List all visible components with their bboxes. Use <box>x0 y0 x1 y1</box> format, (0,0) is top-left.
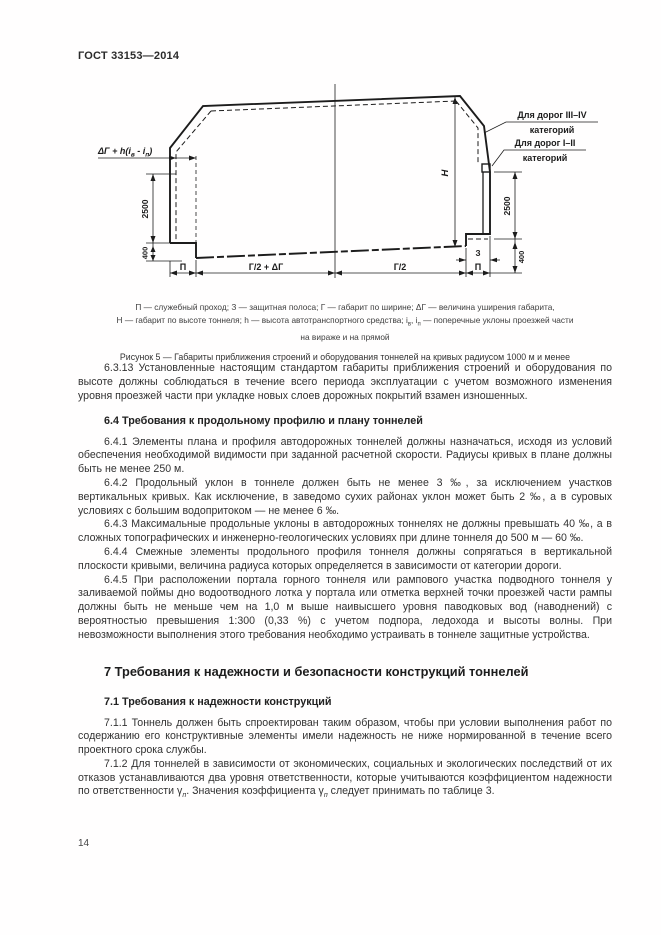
widening-dim-label: $\Delta Г + h(i_в - i_п)$ <box>98 146 153 159</box>
legend-line-1: П — служебный проход; З — защитная полоса; Г — габарит по ширине; ΔГ — величина уширения габарита, <box>135 302 555 312</box>
paragraph-6-4-1: 6.4.1 Элементы плана и профиля автодорожных тоннелей должны назначаться, исходя из условий обеспечения необходимой видимости при заданной расчетной скорости. Радиусы кривых в плане должны быть не менее 250 м. <box>78 435 612 476</box>
roadway-line <box>196 246 466 258</box>
half-gauge-dim-label: Г/2 <box>393 262 407 272</box>
half-gauge-plus-dim-label: Г/2 + ΔГ <box>248 262 284 272</box>
paragraph-6-4-3: 6.4.3 Максимальные продольные уклоны в автодорожных тоннелях не должны превышать 40 ‰, а в сложных топографических и инженерно-геологических условиях при длине тоннеля до 500 м — 60 ‰. <box>78 518 612 545</box>
heading-6-4: 6.4 Требования к продольному профилю и плану тоннелей <box>104 414 423 427</box>
passage-right-dim-label: П <box>474 262 482 272</box>
callout-roads34-line2: категорий <box>529 125 575 135</box>
widening-arrow-1 <box>169 156 176 161</box>
passage-left-dim-label: П <box>179 262 187 272</box>
left-curb-outline <box>170 243 196 258</box>
figure-5-diagram <box>70 76 660 299</box>
paragraph-6-3-13: 6.3.13 Установленные настоящим стандартом габариты приближения строений и оборудования по высоте должны соблюдаться в течение всего периода эксплуатации с учетом возможного изменения уровня проезжей части при укладке новых слоев дорожных покрытий взамен изношенных. <box>78 362 612 402</box>
callout-roads34-line1: Для дорог III–IV <box>517 110 587 120</box>
legend-line-3: на вираже и на прямой <box>300 331 390 342</box>
callout-roads12-line2: категорий <box>522 153 568 163</box>
paragraph-7-1-1: 7.1.1 Тоннель должен быть спроектирован таким образом, чтобы при условии выполнения работ по содержанию его конструктивные элементы имели надежность не ниже нормированной в течение всего проектного срока службы. <box>78 716 612 757</box>
z-dim-label: З <box>475 249 481 258</box>
height-left-dim-label: 2500 <box>140 199 150 219</box>
callout-roads12-line1: Для дорог I–II <box>514 138 576 148</box>
figure-legend <box>78 301 612 343</box>
paragraph-6-4-5: 6.4.5 При расположении портала горного тоннеля или рампового участка подводного тоннеля у заливаемой поймы дно водоотводного лотка у портала или отметка верхней точки проезжей части рампы должны быть не меньше чем на 1,0 м выше наивысшего уровня паводковых вод (наводнений) с вероятностью превышения 1:300 (0,33 %) с учетом подпора, ледохода и высоты волны. При невозможности выполнения этого требования необходимо устраивать в тоннеле защитные устройства. <box>78 573 612 641</box>
heading-7: 7 Требования к надежности и безопасности конструкций тоннелей <box>104 663 529 679</box>
widening-arrow-2 <box>189 156 196 161</box>
tunnel-height-dim-label: Н <box>440 169 451 177</box>
paragraph-6-4-2: 6.4.2 Продольный уклон в тоннеле должен быть не менее 3 ‰, за исключением участков вертикальных кривых. Как исключение, в заведомо сухих районах уклон может быть 2 ‰, а в суровых условиях с большим водопритоком — не менее 6 ‰. <box>78 476 612 517</box>
figure-caption: Рисунок 5 — Габариты приближения строений и оборудования тоннелей на кривых радиусом 1000 м и менее <box>119 352 571 363</box>
heading-7-1: 7.1 Требования к надежности конструкций <box>104 695 332 708</box>
height-right-dim-label: 2500 <box>502 196 512 216</box>
page-number: 14 <box>78 838 90 849</box>
document-header: ГОСТ 33153—2014 <box>78 50 180 62</box>
paragraph-7-1-2: 7.1.2 Для тоннелей в зависимости от экономических, социальных и экологических последствий от их отказов устанавливаются два уровня ответственности, которые учитываются коэффициентом надежности по ответственности $\gamma_п$. Значения коэффициента $\gamma_п$ следует принимать по таблице 3. <box>78 757 612 800</box>
curb-left-dim-label: 400 <box>140 246 150 260</box>
clearance-dashed-top <box>211 101 456 111</box>
legend-line-2: Н — габарит по высоте тоннеля; h — высота автотранспортного средства; $i_в$, $i_п$ — поперечные уклоны проезжей части <box>116 314 574 328</box>
clearance-dashed-right <box>456 101 478 164</box>
clearance-dashed-left <box>176 111 211 243</box>
paragraph-6-4-4: 6.4.4 Смежные элементы продольного профиля тоннеля должны сопрягаться в вертикальной плоскости кривыми, величина радиуса которых определяется в зависимости от категории дороги. <box>78 545 612 572</box>
curb-right-dim-label: 400 <box>517 250 526 264</box>
